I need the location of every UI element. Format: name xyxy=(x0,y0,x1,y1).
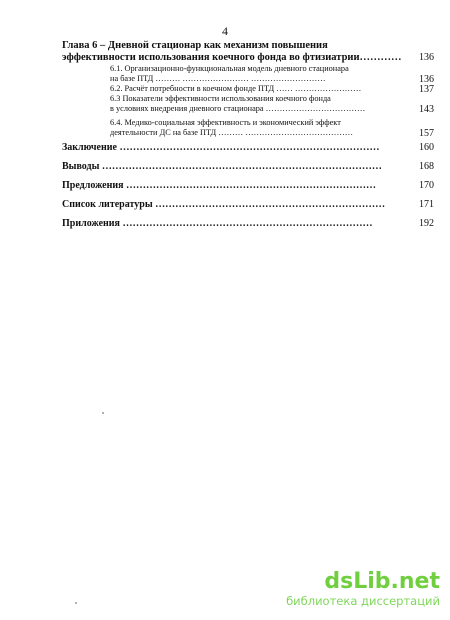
watermark-logo: dsLib.net xyxy=(324,569,440,594)
toc-proposals-label: Предложения ………………………………………………………………… xyxy=(62,180,377,191)
toc-chapter6-title: Глава 6 – Дневной стационар как механизм повышения xyxy=(62,40,328,51)
toc-chapter6-line1 xyxy=(62,40,434,52)
watermark xyxy=(260,570,440,608)
page-number: 4 xyxy=(222,24,228,38)
toc-s61-page: 136 xyxy=(419,74,434,85)
toc-bibliography xyxy=(62,199,434,210)
scan-speck xyxy=(75,602,77,604)
toc-bibliography-page: 171 xyxy=(419,199,434,210)
toc-s62-page: 137 xyxy=(419,84,434,95)
toc-bibliography-label: Список литературы …………………………………………………………… xyxy=(62,199,386,210)
toc-appendices-page: 192 xyxy=(419,218,434,229)
scan-speck xyxy=(102,412,104,414)
toc-s61-title: 6.1. Организационно-функциональная модель дневного стационара xyxy=(110,64,349,73)
toc-appendices-label: Приложения ………………………………………………………………… xyxy=(62,218,373,229)
toc-conclusion-label: Заключение …………………………………………………………………… xyxy=(62,142,380,153)
toc-s64-page: 157 xyxy=(419,128,434,139)
toc-proposals-page: 170 xyxy=(419,180,434,191)
toc-s64-line1 xyxy=(62,118,434,128)
toc-s64-title-cont: деятельности ДС на базе ПТД ……… ………………………………… xyxy=(110,128,354,137)
toc-chapter6-line2 xyxy=(62,52,434,64)
toc-s62-line1 xyxy=(62,84,434,94)
toc-s61-line1 xyxy=(62,64,434,74)
toc-s61-title-cont: на базе ПТД ……… …………………… ……………………… xyxy=(110,74,326,83)
toc-chapter6-title-cont: эффективности использования коечного фонда во фтизиатрии………… xyxy=(62,52,402,63)
toc-s63-line1 xyxy=(62,94,434,104)
toc-findings-page: 168 xyxy=(419,161,434,172)
toc-s63-title: 6.3 Показатели эффективности использования коечного фонда xyxy=(110,94,331,103)
watermark-subtitle: библиотека диссертаций xyxy=(286,594,440,608)
toc-s64-line2 xyxy=(62,128,434,138)
toc-s63-line2 xyxy=(62,104,434,114)
toc-s63-title-cont: в условиях внедрения дневного стационара ……………………………… xyxy=(110,104,366,113)
toc-appendices xyxy=(62,218,434,229)
toc-conclusion xyxy=(62,142,434,153)
toc-s63-page: 143 xyxy=(419,104,434,115)
toc-findings-label: Выводы ………………………………………………………………………… xyxy=(62,161,382,172)
toc-findings xyxy=(62,161,434,172)
toc-s62-title: 6.2. Расчёт потребности в коечном фонде ПТД …… …………………… xyxy=(110,84,362,93)
table-of-contents xyxy=(62,40,434,229)
toc-proposals xyxy=(62,180,434,191)
toc-s61-line2 xyxy=(62,74,434,84)
toc-conclusion-page: 160 xyxy=(419,142,434,153)
toc-chapter6-page: 136 xyxy=(419,52,434,63)
toc-s64-title: 6.4. Медико-социальная эффективность и экономический эффект xyxy=(110,118,341,127)
